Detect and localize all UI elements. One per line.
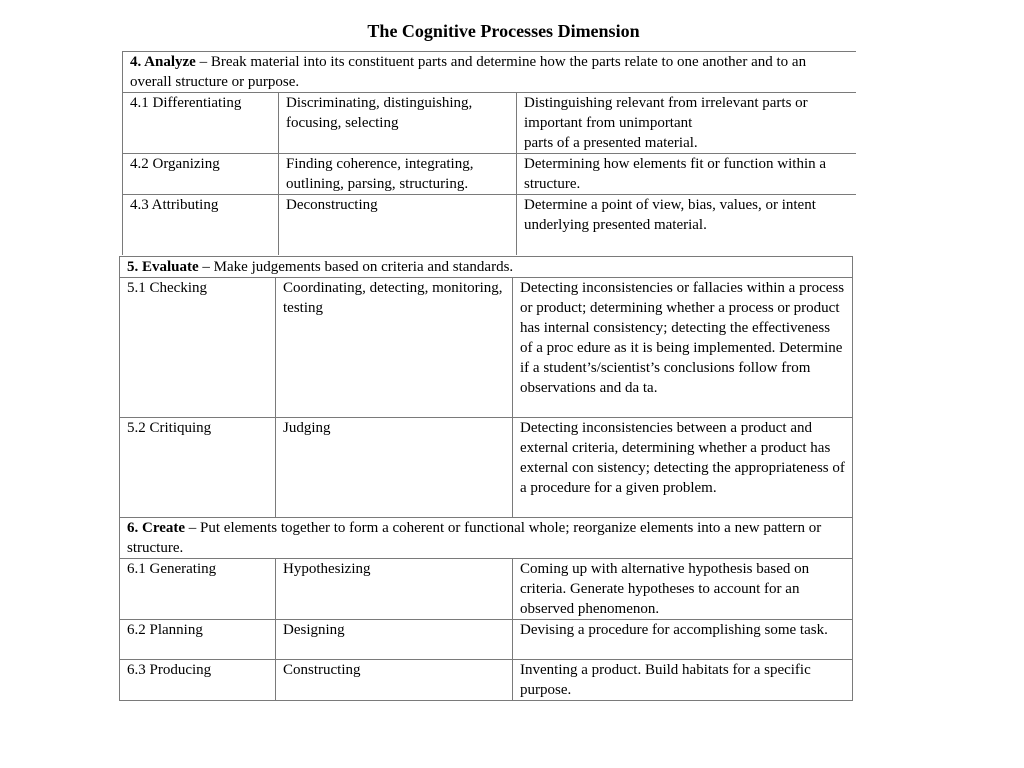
process-cell: 5.2 Critiquing <box>120 418 276 518</box>
table-row <box>120 278 853 418</box>
level-description: – Put elements together to form a coherent or functional whole; reorganize elements into a new pattern or structure. <box>127 520 822 556</box>
definition-cell: Determining how elements fit or function within a structure. <box>517 154 856 195</box>
evaluate-create-table <box>119 256 853 701</box>
definition-cell: Devising a procedure for accomplishing some task. <box>513 620 853 660</box>
definition-line: Distinguishing relevant from irrelevant parts or <box>524 95 808 111</box>
level-description: – Break material into its constituent parts and determine how the parts relate to one another and to an overall structure or purpose. <box>130 54 807 90</box>
verbs-cell: Hypothesizing <box>276 559 513 620</box>
definition-cell: Detecting inconsistencies between a product and external criteria, determining whether a product has external con sistency; detecting the appropriateness of a procedure for a given problem. <box>513 418 853 518</box>
process-cell: 6.3 Producing <box>120 660 276 701</box>
verbs-cell: Coordinating, detecting, monitoring, testing <box>276 278 513 418</box>
table-row <box>120 418 853 518</box>
definition-cell <box>517 93 856 154</box>
table-header-row <box>120 257 853 278</box>
process-cell: 6.1 Generating <box>120 559 276 620</box>
process-cell: 6.2 Planning <box>120 620 276 660</box>
table-row <box>123 195 856 255</box>
definition-cell: Coming up with alternative hypothesis based on criteria. Generate hypotheses to account for an observed phenomenon. <box>513 559 853 620</box>
analyze-table <box>122 51 856 255</box>
evaluate-create-table-block <box>119 256 853 701</box>
table-row <box>120 559 853 620</box>
table-row <box>123 154 856 195</box>
verbs-cell: Judging <box>276 418 513 518</box>
definition-line: parts of a presented material. <box>524 135 698 151</box>
definition-cell: Inventing a product. Build habitats for a specific purpose. <box>513 660 853 701</box>
level-header-evaluate <box>120 257 853 278</box>
verbs-cell: Deconstructing <box>279 195 517 255</box>
level-name: 4. Analyze <box>130 54 196 70</box>
analyze-table-block <box>122 51 856 255</box>
verbs-cell: Constructing <box>276 660 513 701</box>
level-name: 5. Evaluate <box>127 259 199 275</box>
process-cell: 4.1 Differentiating <box>123 93 279 154</box>
level-header-create <box>120 518 853 559</box>
verbs-cell: Designing <box>276 620 513 660</box>
level-name: 6. Create <box>127 520 186 536</box>
process-cell: 4.3 Attributing <box>123 195 279 255</box>
table-row <box>123 93 856 154</box>
level-header-analyze <box>123 52 856 93</box>
table-header-row <box>120 518 853 559</box>
process-cell: 4.2 Organizing <box>123 154 279 195</box>
table-row <box>120 660 853 701</box>
definition-cell: Detecting inconsistencies or fallacies within a process or product; determining whether a process or product has internal consistency; detecting the effectiveness of a proc edure as it is being implemented. Determine if a student’s/scientist’s conclusions follow from observations and da ta. <box>513 278 853 418</box>
process-cell: 5.1 Checking <box>120 278 276 418</box>
definition-line: important from unimportant <box>524 115 693 131</box>
level-description: – Make judgements based on criteria and standards. <box>198 259 514 275</box>
definition-cell: Determine a point of view, bias, values, or intent underlying presented material. <box>517 195 856 255</box>
page-title: The Cognitive Processes Dimension <box>367 21 640 41</box>
verbs-cell: Finding coherence, integrating, outlining, parsing, structuring. <box>279 154 517 195</box>
table-row <box>120 620 853 660</box>
table-header-row <box>123 52 856 93</box>
verbs-cell: Discriminating, distinguishing, focusing, selecting <box>279 93 517 154</box>
